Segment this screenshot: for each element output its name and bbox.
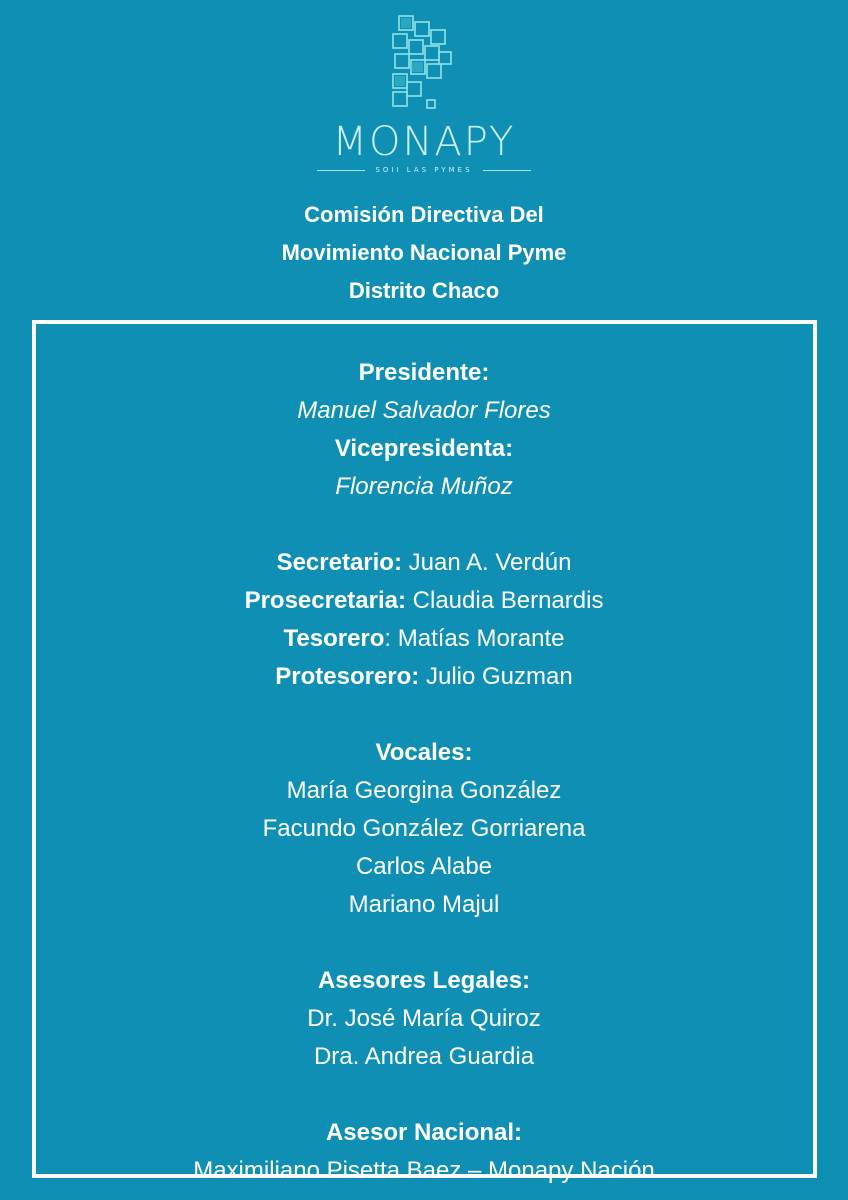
title-line-3: Distrito Chaco	[348, 278, 500, 303]
title-line-1: Comisión Directiva Del	[304, 202, 544, 227]
officer-name: Juan A. Verdún	[401, 549, 572, 576]
officer-name: Julio Guzman	[419, 663, 573, 690]
logo	[0, 12, 848, 174]
vice-name: Florencia Muñoz	[335, 473, 513, 500]
officer-secretario	[0, 544, 848, 582]
officer-tesorero	[0, 620, 848, 658]
vocal-name: Carlos Alabe	[355, 853, 493, 880]
officer-protesorero	[0, 658, 848, 696]
board-members-list	[0, 354, 848, 1190]
president-name: Manuel Salvador Flores	[297, 397, 551, 424]
legal-name: Dra. Andrea Guardia	[313, 1043, 535, 1070]
page-title	[0, 196, 848, 310]
officer-label: Protesorero:	[275, 663, 420, 690]
legal-name: Dr. José María Quiroz	[307, 1005, 541, 1032]
national-name: Maximiliano Pisetta Baez – Monapy Nación	[193, 1157, 655, 1184]
officer-name: : Matías Morante	[384, 625, 565, 652]
spacer	[0, 924, 848, 962]
logo-wordmark: MONAPY	[332, 119, 516, 165]
spacer	[0, 506, 848, 544]
legal-label: Asesores Legales:	[317, 967, 531, 994]
title-line-2: Movimiento Nacional Pyme	[281, 240, 567, 265]
vocal-name: Facundo González Gorriarena	[262, 815, 586, 842]
national-label: Asesor Nacional:	[325, 1119, 523, 1146]
logo-tagline	[317, 166, 530, 174]
tagline-rule-right	[483, 170, 531, 171]
vocales-label: Vocales:	[375, 739, 473, 766]
monapy-cube-logo-icon	[389, 12, 459, 114]
spacer	[0, 1076, 848, 1114]
vice-label: Vicepresidenta:	[334, 435, 514, 462]
tagline-text: SOII LAS PYMES	[375, 166, 473, 174]
tagline-rule-left	[317, 170, 365, 171]
officer-name: Claudia Bernardis	[406, 587, 604, 614]
vocal-name: María Georgina González	[286, 777, 562, 804]
president-label: Presidente:	[358, 359, 490, 386]
officer-label: Secretario:	[276, 549, 402, 576]
spacer	[0, 696, 848, 734]
vocal-name: Mariano Majul	[348, 891, 500, 918]
officer-prosecretaria	[0, 582, 848, 620]
officer-label: Prosecretaria:	[244, 587, 406, 614]
officer-label: Tesorero	[283, 625, 385, 652]
